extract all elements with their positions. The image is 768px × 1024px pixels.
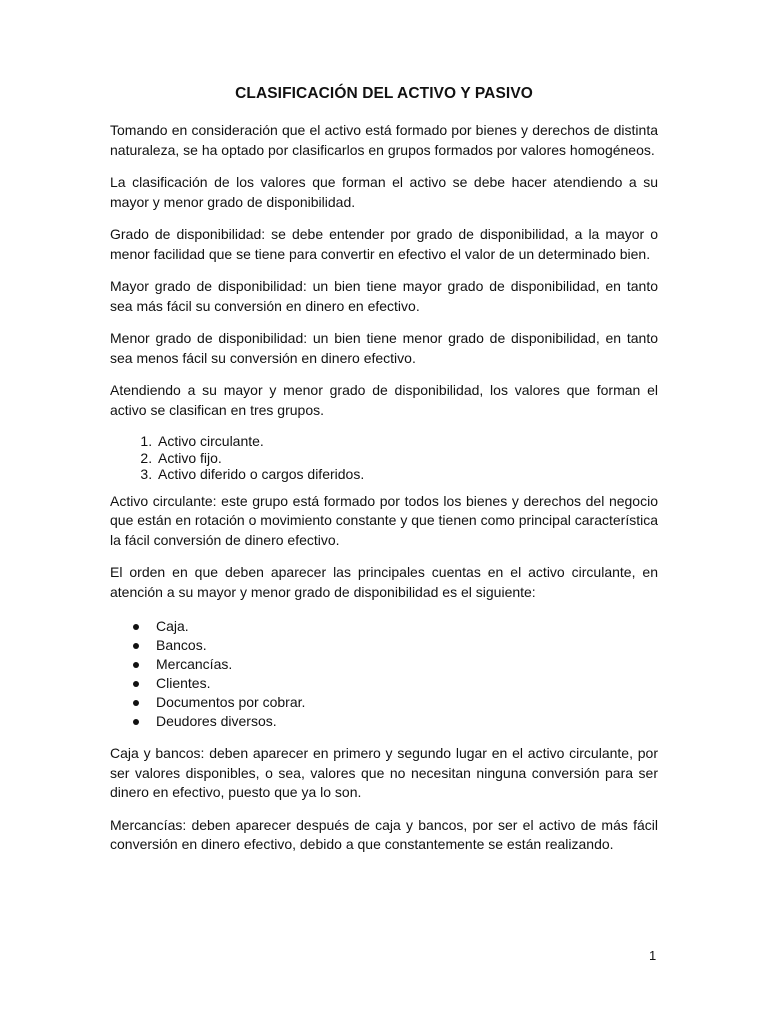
bullet-icon — [133, 662, 139, 668]
list-item-label: Mercancías. — [156, 656, 233, 672]
list-item-label: Caja. — [156, 618, 189, 634]
list-item — [156, 636, 658, 655]
list-item-label: Clientes. — [156, 675, 211, 691]
list-item: 3. Activo diferido o cargos diferidos. — [156, 466, 658, 483]
list-item — [156, 712, 658, 731]
list-item-label: Bancos. — [156, 637, 207, 653]
bullet-icon — [133, 624, 139, 630]
paragraph-mayor-grado: Mayor grado de disponibilidad: un bien tiene mayor grado de disponibilidad, en tanto sea más fácil su conversión en dinero en efectivo. — [110, 278, 658, 314]
list-item-label: Deudores diversos. — [156, 713, 277, 729]
groups-numbered-list — [110, 433, 658, 483]
list-item: 2. Activo fijo. — [156, 450, 658, 467]
bullet-icon — [133, 643, 139, 649]
paragraph-caja-bancos: Caja y bancos: deben aparecer en primero y segundo lugar en el activo circulante, por ser valores disponibles, o sea, valores que no necesitan ninguna conversión para ser dinero en efectivo, puesto que ya lo son. — [110, 745, 658, 800]
paragraph-menor-grado: Menor grado de disponibilidad: un bien tiene menor grado de disponibilidad, en tanto sea menos fácil su conversión en dinero efectivo. — [110, 330, 658, 366]
paragraph-activo-circulante: Activo circulante: este grupo está formado por todos los bienes y derechos del negocio que están en rotación o movimiento constante y que tienen como principal característica la fácil conversión de dinero efectivo. — [110, 492, 658, 548]
paragraph-tres-grupos: Atendiendo a su mayor y menor grado de disponibilidad, los valores que forman el activo se clasifican en tres grupos. — [110, 382, 658, 418]
paragraph-intro-1: Tomando en consideración que el activo está formado por bienes y derechos de distinta naturaleza, se ha optado por clasificarlos en grupos formados por valores homogéneos. — [110, 122, 658, 158]
list-item — [156, 655, 658, 674]
paragraph-grado-disponibilidad: Grado de disponibilidad: se debe entender por grado de disponibilidad, a la mayor o menor facilidad que se tiene para convertir en efectivo el valor de un determinado bien. — [110, 226, 658, 262]
bullet-icon — [133, 719, 139, 725]
bullet-icon — [133, 700, 139, 706]
accounts-bullet-list — [110, 617, 658, 731]
list-item — [156, 617, 658, 636]
bullet-icon — [133, 681, 139, 687]
paragraph-mercancias: Mercancías: deben aparecer después de caja y bancos, por ser el activo de más fácil conversión en dinero efectivo, debido a que constantemente se están realizando. — [110, 816, 658, 852]
page-content — [110, 84, 658, 868]
paragraph-intro-2: La clasificación de los valores que forman el activo se debe hacer atendiendo a su mayor y menor grado de disponibilidad. — [110, 174, 658, 210]
list-item: 1. Activo circulante. — [156, 433, 658, 450]
list-item — [156, 693, 658, 712]
paragraph-orden-cuentas: El orden en que deben aparecer las principales cuentas en el activo circulante, en atención a su mayor y menor grado de disponibilidad es el siguiente: — [110, 564, 658, 600]
list-item — [156, 674, 658, 693]
list-item-label: Documentos por cobrar. — [156, 694, 306, 710]
page-number: 1 — [649, 948, 657, 963]
document-title: CLASIFICACIÓN DEL ACTIVO Y PASIVO — [235, 85, 533, 102]
